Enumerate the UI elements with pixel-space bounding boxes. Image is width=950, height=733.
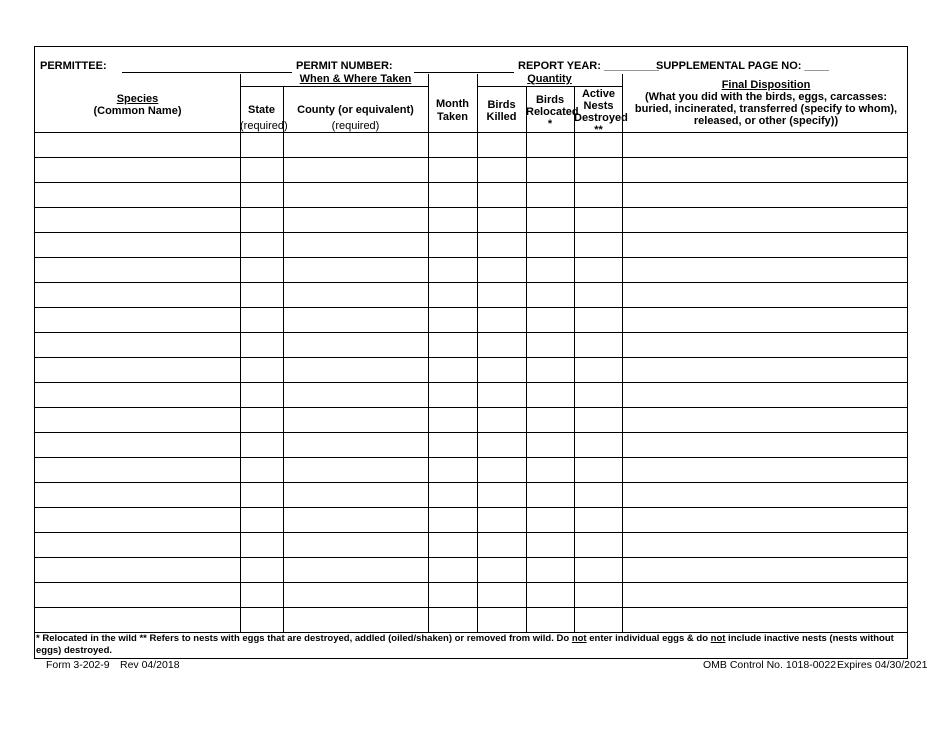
month-taken-cell[interactable] — [429, 383, 476, 406]
species-cell[interactable] — [36, 308, 239, 331]
birds-killed-cell[interactable] — [478, 533, 525, 556]
column-rule — [477, 132, 478, 632]
state-cell[interactable] — [241, 533, 282, 556]
final-disposition-cell[interactable] — [623, 583, 907, 606]
birds-relocated-cell[interactable] — [527, 308, 573, 331]
birds-killed-cell[interactable] — [478, 583, 525, 606]
header-divider — [574, 86, 575, 132]
state-cell[interactable] — [241, 183, 282, 206]
state-cell[interactable] — [241, 508, 282, 531]
month-taken-cell[interactable] — [429, 233, 476, 256]
species-cell[interactable] — [36, 208, 239, 231]
quantity-group: Quantity — [527, 73, 572, 85]
expiration-date: Expires 04/30/2021 — [837, 659, 928, 671]
column-rule — [574, 132, 575, 632]
final-disposition-cell[interactable] — [623, 508, 907, 531]
species-cell[interactable] — [36, 133, 239, 156]
column-rule — [428, 132, 429, 632]
month-taken-cell[interactable] — [429, 608, 476, 631]
species-cell[interactable] — [36, 258, 239, 281]
header-divider — [240, 74, 241, 132]
state-cell[interactable] — [241, 383, 282, 406]
final-disposition-cell[interactable] — [623, 133, 907, 156]
final-disposition-cell[interactable] — [623, 433, 907, 456]
birds-killed-cell[interactable] — [478, 283, 525, 306]
county-cell[interactable] — [284, 208, 427, 231]
header-divider — [526, 86, 527, 132]
county-cell[interactable] — [284, 508, 427, 531]
active-nests-cell[interactable] — [575, 533, 621, 556]
final-disposition-cell[interactable] — [623, 333, 907, 356]
active-nests-cell[interactable] — [575, 183, 621, 206]
birds-killed-cell[interactable] — [478, 158, 525, 181]
column-rule — [240, 132, 241, 632]
footnote: * Relocated in the wild ** Refers to nests with eggs that are destroyed, addled (oiled/shaken) or removed from wild. Do not enter individual eggs & do not include inactive nests (nests without eggs) destroyed. — [36, 633, 894, 656]
county-cell[interactable] — [284, 183, 427, 206]
birds-killed-cell[interactable] — [478, 558, 525, 581]
species-cell[interactable] — [36, 183, 239, 206]
county-cell[interactable] — [284, 583, 427, 606]
birds-killed-cell[interactable] — [478, 508, 525, 531]
header-divider — [428, 74, 429, 132]
state-cell[interactable] — [241, 408, 282, 431]
species-cell[interactable] — [36, 408, 239, 431]
when-where-taken-group: When & Where Taken — [299, 73, 412, 85]
birds-relocated-cell[interactable] — [527, 508, 573, 531]
active-nests-cell[interactable] — [575, 158, 621, 181]
county-cell[interactable] — [284, 258, 427, 281]
final-disposition-cell[interactable] — [623, 258, 907, 281]
birds-relocated-cell[interactable] — [527, 133, 573, 156]
birds-relocated-cell[interactable] — [527, 358, 573, 381]
county-cell[interactable] — [284, 608, 427, 631]
county-cell[interactable] — [284, 233, 427, 256]
birds-relocated-cell[interactable] — [527, 483, 573, 506]
active-nests-cell[interactable] — [575, 208, 621, 231]
state-header: State (required) — [240, 104, 288, 132]
active-nests-cell[interactable] — [575, 333, 621, 356]
month-taken-cell[interactable] — [429, 408, 476, 431]
species-cell[interactable] — [36, 383, 239, 406]
species-cell[interactable] — [36, 558, 239, 581]
permittee-field[interactable] — [122, 72, 292, 73]
county-cell[interactable] — [284, 533, 427, 556]
birds-relocated-cell[interactable] — [527, 583, 573, 606]
county-header: County (or equivalent) (required) — [297, 104, 414, 132]
county-cell[interactable] — [284, 408, 427, 431]
birds-killed-cell[interactable] — [478, 183, 525, 206]
quantity-rule — [477, 86, 622, 87]
birds-relocated-cell[interactable] — [527, 433, 573, 456]
county-cell[interactable] — [284, 458, 427, 481]
state-cell[interactable] — [241, 233, 282, 256]
birds-killed-cell[interactable] — [478, 208, 525, 231]
birds-relocated-cell[interactable] — [527, 408, 573, 431]
birds-killed-cell[interactable] — [478, 408, 525, 431]
column-rule — [526, 132, 527, 632]
birds-relocated-cell[interactable] — [527, 158, 573, 181]
birds-killed-cell[interactable] — [478, 308, 525, 331]
supplemental-page-label[interactable]: SUPPLEMENTAL PAGE NO: ____ — [656, 60, 829, 72]
permittee-label: PERMITTEE: — [40, 60, 107, 72]
month-taken-cell[interactable] — [429, 433, 476, 456]
active-nests-cell[interactable] — [575, 383, 621, 406]
state-cell[interactable] — [241, 583, 282, 606]
report-year-label[interactable]: REPORT YEAR: _________ — [518, 60, 660, 72]
species-cell[interactable] — [36, 608, 239, 631]
active-nests-cell[interactable] — [575, 433, 621, 456]
species-cell[interactable] — [36, 533, 239, 556]
month-taken-cell[interactable] — [429, 258, 476, 281]
state-cell[interactable] — [241, 308, 282, 331]
active-nests-cell[interactable] — [575, 408, 621, 431]
birds-relocated-cell[interactable] — [527, 208, 573, 231]
state-cell[interactable] — [241, 558, 282, 581]
birds-relocated-cell[interactable] — [527, 608, 573, 631]
header-divider — [622, 74, 623, 132]
birds-killed-cell[interactable] — [478, 458, 525, 481]
species-cell[interactable] — [36, 283, 239, 306]
birds-relocated-cell[interactable] — [527, 383, 573, 406]
omb-control-number: OMB Control No. 1018-0022 — [703, 659, 837, 671]
county-cell[interactable] — [284, 158, 427, 181]
final-disposition-cell[interactable] — [623, 483, 907, 506]
month-taken-cell[interactable] — [429, 508, 476, 531]
birds-killed-cell[interactable] — [478, 133, 525, 156]
birds-killed-cell[interactable] — [478, 383, 525, 406]
species-cell[interactable] — [36, 583, 239, 606]
final-disposition-cell[interactable] — [623, 208, 907, 231]
state-cell[interactable] — [241, 258, 282, 281]
active-nests-cell[interactable] — [575, 258, 621, 281]
county-cell[interactable] — [284, 433, 427, 456]
species-cell[interactable] — [36, 458, 239, 481]
month-taken-cell[interactable] — [429, 308, 476, 331]
species-cell[interactable] — [36, 358, 239, 381]
month-taken-cell[interactable] — [429, 533, 476, 556]
revision-date: Rev 04/2018 — [120, 659, 180, 671]
column-rule — [283, 132, 284, 632]
active-nests-cell[interactable] — [575, 558, 621, 581]
final-disposition-cell[interactable] — [623, 408, 907, 431]
state-cell[interactable] — [241, 333, 282, 356]
county-cell[interactable] — [284, 558, 427, 581]
state-cell[interactable] — [241, 608, 282, 631]
header-divider — [283, 86, 284, 132]
birds-killed-cell[interactable] — [478, 483, 525, 506]
month-taken-cell[interactable] — [429, 158, 476, 181]
birds-relocated-cell[interactable] — [527, 558, 573, 581]
species-cell[interactable] — [36, 508, 239, 531]
birds-relocated-cell[interactable] — [527, 458, 573, 481]
final-disposition-cell[interactable] — [623, 608, 907, 631]
birds-relocated-cell[interactable] — [527, 233, 573, 256]
month-taken-cell[interactable] — [429, 583, 476, 606]
active-nests-cell[interactable] — [575, 308, 621, 331]
final-disposition-cell[interactable] — [623, 158, 907, 181]
final-disposition-cell[interactable] — [623, 383, 907, 406]
final-disposition-cell[interactable] — [623, 533, 907, 556]
column-rule — [622, 132, 623, 632]
active-nests-cell[interactable] — [575, 458, 621, 481]
month-taken-cell[interactable] — [429, 558, 476, 581]
month-taken-cell[interactable] — [429, 183, 476, 206]
county-cell[interactable] — [284, 333, 427, 356]
birds-relocated-cell[interactable] — [527, 258, 573, 281]
county-cell[interactable] — [284, 133, 427, 156]
state-cell[interactable] — [241, 483, 282, 506]
birds-killed-header: Birds Killed — [486, 99, 517, 123]
final-disposition-cell[interactable] — [623, 458, 907, 481]
final-disposition-cell[interactable] — [623, 358, 907, 381]
birds-killed-cell[interactable] — [478, 333, 525, 356]
county-cell[interactable] — [284, 283, 427, 306]
month-taken-header: Month Taken — [436, 98, 469, 123]
month-taken-cell[interactable] — [429, 458, 476, 481]
species-cell[interactable] — [36, 333, 239, 356]
permit-number-label: PERMIT NUMBER: — [296, 60, 393, 72]
final-disposition-cell[interactable] — [623, 233, 907, 256]
active-nests-cell[interactable] — [575, 608, 621, 631]
active-nests-cell[interactable] — [575, 283, 621, 306]
species-header: Species (Common Name) — [93, 93, 182, 117]
birds-relocated-cell[interactable] — [527, 183, 573, 206]
birds-relocated-cell[interactable] — [527, 283, 573, 306]
when-where-rule — [240, 86, 428, 87]
state-cell[interactable] — [241, 458, 282, 481]
county-cell[interactable] — [284, 308, 427, 331]
county-cell[interactable] — [284, 483, 427, 506]
header-divider — [477, 74, 478, 132]
birds-relocated-cell[interactable] — [527, 533, 573, 556]
species-cell[interactable] — [36, 483, 239, 506]
birds-killed-cell[interactable] — [478, 433, 525, 456]
final-disposition-cell[interactable] — [623, 308, 907, 331]
species-cell[interactable] — [36, 233, 239, 256]
birds-killed-cell[interactable] — [478, 233, 525, 256]
birds-killed-cell[interactable] — [478, 358, 525, 381]
form-number: Form 3-202-9 — [46, 659, 110, 671]
state-cell[interactable] — [241, 158, 282, 181]
active-nests-cell[interactable] — [575, 483, 621, 506]
final-disposition-header: Final Disposition (What you did with the birds, eggs, carcasses: buried, incinerated, transferred (specify to whom), released, or other (specify)) — [634, 79, 898, 127]
birds-killed-cell[interactable] — [478, 608, 525, 631]
birds-relocated-header: Birds Relocated * — [526, 94, 579, 130]
month-taken-cell[interactable] — [429, 283, 476, 306]
final-disposition-cell[interactable] — [623, 558, 907, 581]
month-taken-cell[interactable] — [429, 358, 476, 381]
county-cell[interactable] — [284, 358, 427, 381]
state-cell[interactable] — [241, 133, 282, 156]
active-nests-cell[interactable] — [575, 133, 621, 156]
active-nests-destroyed-header: Active Nests Destroyed ** — [574, 88, 628, 136]
state-cell[interactable] — [241, 208, 282, 231]
month-taken-cell[interactable] — [429, 483, 476, 506]
active-nests-cell[interactable] — [575, 583, 621, 606]
active-nests-cell[interactable] — [575, 508, 621, 531]
active-nests-cell[interactable] — [575, 358, 621, 381]
species-cell[interactable] — [36, 433, 239, 456]
final-disposition-cell[interactable] — [623, 183, 907, 206]
birds-relocated-cell[interactable] — [527, 333, 573, 356]
state-cell[interactable] — [241, 358, 282, 381]
state-cell[interactable] — [241, 433, 282, 456]
month-taken-cell[interactable] — [429, 333, 476, 356]
active-nests-cell[interactable] — [575, 233, 621, 256]
state-cell[interactable] — [241, 283, 282, 306]
final-disposition-cell[interactable] — [623, 283, 907, 306]
county-cell[interactable] — [284, 383, 427, 406]
month-taken-cell[interactable] — [429, 133, 476, 156]
species-cell[interactable] — [36, 158, 239, 181]
birds-killed-cell[interactable] — [478, 258, 525, 281]
month-taken-cell[interactable] — [429, 208, 476, 231]
